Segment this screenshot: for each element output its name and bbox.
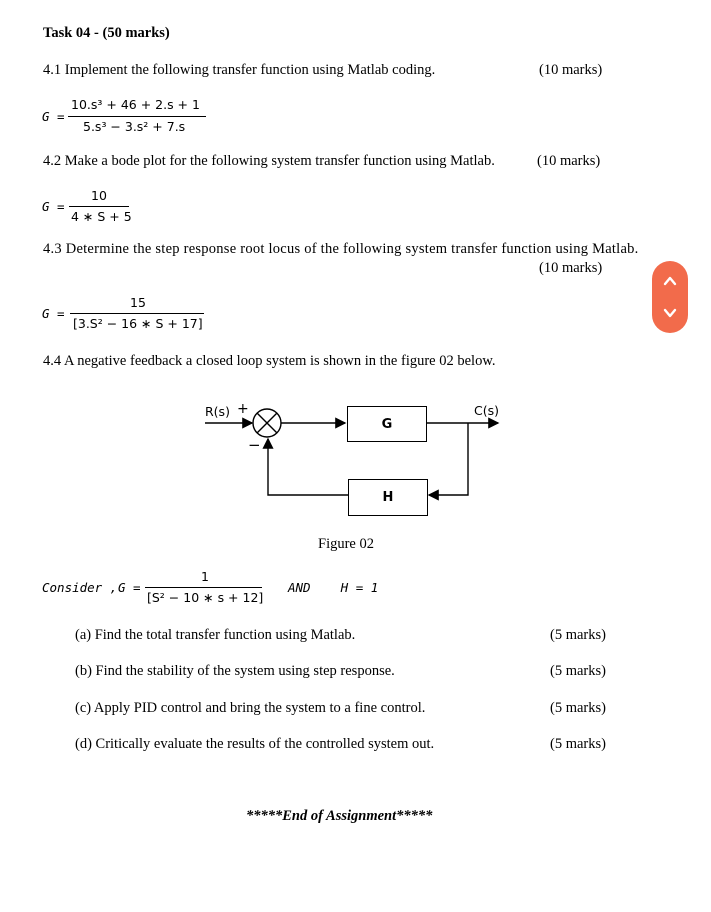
minus-sign: −: [248, 436, 261, 454]
h-to-junction-arrow: [268, 439, 348, 495]
g-fraction-bar: [145, 587, 262, 588]
q42-numerator: 10: [91, 188, 107, 203]
part-d-text: (d) Critically evaluate the results of the controlled system out.: [75, 736, 435, 752]
task-title: Task 04 - (50 marks): [43, 25, 170, 41]
part-c-text: (c) Apply PID control and bring the system to a fine control.: [75, 700, 426, 716]
chevron-up-icon: [663, 274, 677, 288]
q41-fraction-bar: [68, 116, 206, 117]
end-of-assignment: *****End of Assignment*****: [246, 808, 433, 824]
q41-text: 4.1 Implement the following transfer function using Matlab coding.: [43, 62, 436, 78]
g-lhs: G =: [118, 580, 141, 595]
q43-lhs: G =: [42, 306, 65, 321]
part-b-text: (b) Find the stability of the system using step response.: [75, 663, 395, 679]
scroll-up-button[interactable]: [652, 263, 688, 299]
q42-denominator: 4 ∗ S + 5: [71, 209, 132, 224]
forward-block-g: G: [347, 406, 427, 442]
g-numerator: 1: [201, 569, 209, 584]
part-d-marks: (5 marks): [550, 736, 606, 752]
chevron-down-icon: [663, 306, 677, 320]
g-denominator: [S² − 10 ∗ s + 12]: [147, 590, 264, 605]
input-label: R(s): [205, 404, 230, 419]
part-c-marks: (5 marks): [550, 700, 606, 716]
consider-label: Consider ,: [42, 580, 118, 595]
q44-text: 4.4 A negative feedback a closed loop system is shown in the figure 02 below.: [43, 353, 496, 369]
q42-text: 4.2 Make a bode plot for the following system transfer function using Matlab.: [43, 153, 495, 169]
q41-numerator: 10.s³ + 46 + 2.s + 1: [71, 97, 200, 112]
plus-sign: +: [237, 401, 249, 417]
feedback-block-h: H: [348, 479, 428, 516]
feedback-to-h-arrow: [429, 423, 468, 495]
q41-marks: (10 marks): [539, 62, 603, 78]
and-h-equals-1: AND H = 1: [288, 580, 379, 595]
q43-text-line: [43, 241, 659, 258]
q41-denominator: 5.s³ − 3.s² + 7.s: [83, 119, 186, 134]
figure-caption: Figure 02: [318, 536, 374, 552]
q41-lhs: G =: [42, 109, 65, 124]
output-label: C(s): [474, 403, 499, 418]
part-a-text: (a) Find the total transfer function using Matlab.: [75, 627, 356, 643]
q43-text: 4.3 Determine the step response root locus of the following system transfer function using Matlab.: [43, 241, 639, 257]
q42-fraction-bar: [69, 206, 129, 207]
q42-marks: (10 marks): [537, 153, 601, 169]
page-nav-pill: [652, 261, 688, 333]
part-a-marks: (5 marks): [550, 627, 606, 643]
q43-fraction-bar: [70, 313, 204, 314]
q43-denominator: [3.S² − 16 ∗ S + 17]: [73, 316, 203, 331]
part-b-marks: (5 marks): [550, 663, 606, 679]
scroll-down-button[interactable]: [652, 295, 688, 331]
q42-lhs: G =: [42, 199, 65, 214]
q43-numerator: 15: [130, 295, 146, 310]
q43-marks: (10 marks): [539, 260, 603, 276]
